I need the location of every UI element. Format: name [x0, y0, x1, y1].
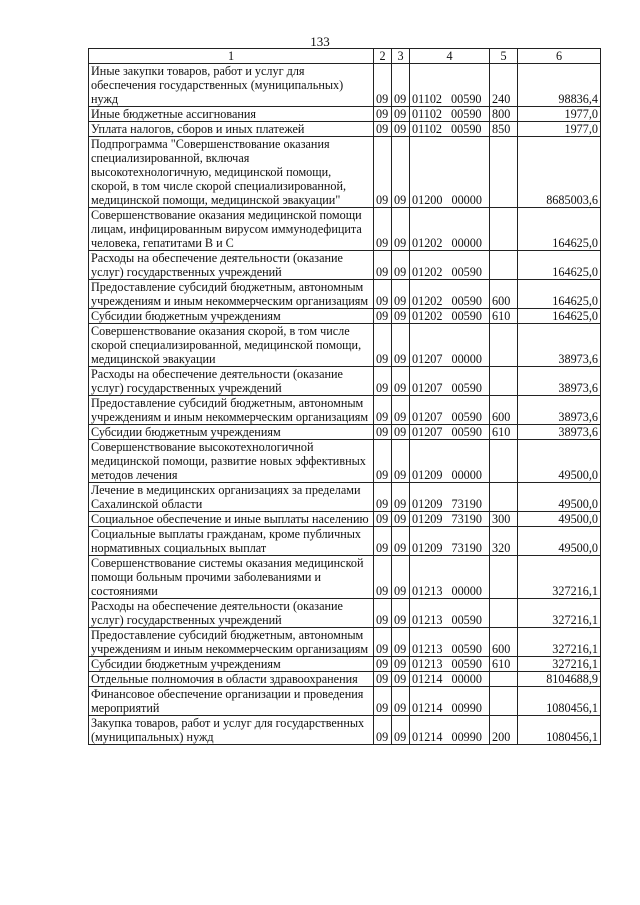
amount-cell: 164625,0 — [518, 280, 601, 309]
expense-type-cell: 610 — [490, 425, 518, 440]
row-name-cell: Совершенствование оказания медицинской помощи лицам, инфицированным вирусом иммунодефицита человека, гепатитами В и С — [89, 208, 374, 251]
subsection-code-cell: 09 — [392, 309, 410, 324]
target-article-part-b: 00590 — [451, 425, 482, 439]
table-row — [89, 527, 601, 556]
column-header-4: 4 — [410, 49, 490, 64]
subsection-code-cell: 09 — [392, 251, 410, 280]
table-row — [89, 208, 601, 251]
table-row — [89, 107, 601, 122]
row-name-cell: Иные закупки товаров, работ и услуг для обеспечения государственных (муниципальных) нужд — [89, 64, 374, 107]
row-name-cell: Предоставление субсидий бюджетным, автономным учреждениям и иным некоммерческим организациям — [89, 280, 374, 309]
subsection-code-cell: 09 — [392, 512, 410, 527]
expense-type-cell: 200 — [490, 716, 518, 745]
target-article-part-b: 00990 — [451, 701, 482, 715]
section-code-cell: 09 — [374, 251, 392, 280]
section-code-cell: 09 — [374, 324, 392, 367]
target-article-part-b: 00000 — [451, 193, 482, 207]
expense-type-cell — [490, 137, 518, 208]
amount-cell: 1080456,1 — [518, 716, 601, 745]
expense-type-cell — [490, 440, 518, 483]
section-code-cell: 09 — [374, 657, 392, 672]
target-article-part-b: 00590 — [451, 642, 482, 656]
target-article-part-a: 01207 — [412, 425, 443, 439]
target-article-cell — [410, 64, 490, 107]
target-article-cell — [410, 628, 490, 657]
target-article-cell — [410, 208, 490, 251]
row-name-cell: Совершенствование высокотехнологичной медицинской помощи, развитие новых эффективных методов лечения — [89, 440, 374, 483]
section-code-cell: 09 — [374, 556, 392, 599]
expense-type-cell: 240 — [490, 64, 518, 107]
section-code-cell: 09 — [374, 687, 392, 716]
expense-type-cell: 850 — [490, 122, 518, 137]
subsection-code-cell: 09 — [392, 64, 410, 107]
column-header-1: 1 — [89, 49, 374, 64]
target-article-cell — [410, 483, 490, 512]
target-article-part-b: 00000 — [451, 672, 482, 686]
expense-type-cell — [490, 367, 518, 396]
amount-cell: 38973,6 — [518, 367, 601, 396]
target-article-cell — [410, 367, 490, 396]
amount-cell: 49500,0 — [518, 483, 601, 512]
expense-type-cell — [490, 483, 518, 512]
row-name-cell: Субсидии бюджетным учреждениям — [89, 309, 374, 324]
table-body — [89, 64, 601, 745]
expense-type-cell: 320 — [490, 527, 518, 556]
target-article-part-b: 00590 — [451, 294, 482, 308]
target-article-cell — [410, 657, 490, 672]
section-code-cell: 09 — [374, 672, 392, 687]
target-article-part-b: 00590 — [451, 381, 482, 395]
expense-type-cell: 610 — [490, 657, 518, 672]
row-name-cell: Уплата налогов, сборов и иных платежей — [89, 122, 374, 137]
amount-cell: 49500,0 — [518, 512, 601, 527]
table-row — [89, 716, 601, 745]
target-article-cell — [410, 556, 490, 599]
row-name-cell: Субсидии бюджетным учреждениям — [89, 657, 374, 672]
target-article-part-a: 01102 — [412, 92, 443, 106]
target-article-cell — [410, 716, 490, 745]
subsection-code-cell: 09 — [392, 324, 410, 367]
subsection-code-cell: 09 — [392, 599, 410, 628]
amount-cell: 49500,0 — [518, 527, 601, 556]
target-article-part-b: 00590 — [451, 613, 482, 627]
expense-type-cell: 610 — [490, 309, 518, 324]
amount-cell: 327216,1 — [518, 599, 601, 628]
target-article-part-b: 00590 — [451, 122, 482, 136]
subsection-code-cell: 09 — [392, 556, 410, 599]
subsection-code-cell: 09 — [392, 122, 410, 137]
expense-type-cell — [490, 208, 518, 251]
subsection-code-cell: 09 — [392, 107, 410, 122]
target-article-cell — [410, 251, 490, 280]
row-name-cell: Иные бюджетные ассигнования — [89, 107, 374, 122]
amount-cell: 1080456,1 — [518, 687, 601, 716]
target-article-cell — [410, 512, 490, 527]
target-article-part-b: 00000 — [451, 352, 482, 366]
subsection-code-cell: 09 — [392, 716, 410, 745]
target-article-part-b: 00590 — [451, 410, 482, 424]
section-code-cell: 09 — [374, 425, 392, 440]
target-article-part-a: 01200 — [412, 193, 443, 207]
section-code-cell: 09 — [374, 280, 392, 309]
row-name-cell: Расходы на обеспечение деятельности (оказание услуг) государственных учреждений — [89, 251, 374, 280]
table-row — [89, 657, 601, 672]
section-code-cell: 09 — [374, 512, 392, 527]
subsection-code-cell: 09 — [392, 527, 410, 556]
expense-type-cell: 800 — [490, 107, 518, 122]
row-name-cell: Совершенствование системы оказания медицинской помощи больным прочими заболеваниями и состояниями — [89, 556, 374, 599]
table-row — [89, 122, 601, 137]
target-article-part-a: 01213 — [412, 657, 443, 671]
expense-type-cell: 600 — [490, 280, 518, 309]
target-article-part-a: 01207 — [412, 352, 443, 366]
expense-type-cell — [490, 599, 518, 628]
target-article-part-a: 01213 — [412, 642, 443, 656]
table-row — [89, 137, 601, 208]
expense-type-cell — [490, 556, 518, 599]
subsection-code-cell: 09 — [392, 657, 410, 672]
section-code-cell: 09 — [374, 628, 392, 657]
target-article-part-b: 73190 — [451, 541, 482, 555]
section-code-cell: 09 — [374, 137, 392, 208]
target-article-cell — [410, 527, 490, 556]
amount-cell: 8104688,9 — [518, 672, 601, 687]
column-header-6: 6 — [518, 49, 601, 64]
table-row — [89, 512, 601, 527]
subsection-code-cell: 09 — [392, 396, 410, 425]
target-article-part-b: 00000 — [451, 468, 482, 482]
table-row — [89, 396, 601, 425]
expense-type-cell — [490, 687, 518, 716]
target-article-cell — [410, 324, 490, 367]
section-code-cell: 09 — [374, 122, 392, 137]
target-article-part-a: 01214 — [412, 730, 443, 744]
row-name-cell: Совершенствование оказания скорой, в том числе скорой специализированной, медицинской помощи, медицинской эвакуации — [89, 324, 374, 367]
subsection-code-cell: 09 — [392, 628, 410, 657]
section-code-cell: 09 — [374, 396, 392, 425]
amount-cell: 327216,1 — [518, 556, 601, 599]
target-article-cell — [410, 280, 490, 309]
row-name-cell: Отдельные полномочия в области здравоохранения — [89, 672, 374, 687]
row-name-cell: Закупка товаров, работ и услуг для государственных (муниципальных) нужд — [89, 716, 374, 745]
target-article-part-b: 00990 — [451, 730, 482, 744]
header-row — [89, 49, 601, 64]
target-article-part-b: 00590 — [451, 309, 482, 323]
expense-type-cell — [490, 672, 518, 687]
target-article-cell — [410, 672, 490, 687]
row-name-cell: Лечение в медицинских организациях за пределами Сахалинской области — [89, 483, 374, 512]
amount-cell: 164625,0 — [518, 208, 601, 251]
target-article-part-a: 01209 — [412, 512, 443, 526]
target-article-cell — [410, 137, 490, 208]
expense-type-cell — [490, 324, 518, 367]
target-article-part-a: 01207 — [412, 410, 443, 424]
row-name-cell: Финансовое обеспечение организации и проведения мероприятий — [89, 687, 374, 716]
table-row — [89, 64, 601, 107]
target-article-cell — [410, 122, 490, 137]
table-row — [89, 367, 601, 396]
target-article-part-a: 01214 — [412, 672, 443, 686]
table-row — [89, 672, 601, 687]
target-article-part-a: 01213 — [412, 584, 443, 598]
target-article-cell — [410, 425, 490, 440]
table-row — [89, 280, 601, 309]
target-article-cell — [410, 599, 490, 628]
amount-cell: 1977,0 — [518, 122, 601, 137]
target-article-cell — [410, 107, 490, 122]
table-row — [89, 324, 601, 367]
table-row — [89, 599, 601, 628]
page-number: 133 — [310, 34, 330, 49]
target-article-part-a: 01102 — [412, 122, 443, 136]
amount-cell: 98836,4 — [518, 64, 601, 107]
target-article-part-b: 73190 — [451, 497, 482, 511]
table-row — [89, 425, 601, 440]
target-article-part-a: 01209 — [412, 468, 443, 482]
section-code-cell: 09 — [374, 483, 392, 512]
amount-cell: 327216,1 — [518, 628, 601, 657]
subsection-code-cell: 09 — [392, 280, 410, 309]
target-article-part-a: 01209 — [412, 497, 443, 511]
column-header-2: 2 — [374, 49, 392, 64]
target-article-part-a: 01102 — [412, 107, 443, 121]
row-name-cell: Подпрограмма "Совершенствование оказания специализированной, включая высокотехнологичную, медицинской помощи, скорой, в том числе скорой специализированной, медицинской помощи, медицинской эвакуации" — [89, 137, 374, 208]
expense-type-cell: 600 — [490, 396, 518, 425]
section-code-cell: 09 — [374, 64, 392, 107]
section-code-cell: 09 — [374, 107, 392, 122]
amount-cell: 38973,6 — [518, 396, 601, 425]
row-name-cell: Предоставление субсидий бюджетным, автономным учреждениям и иным некоммерческим организациям — [89, 628, 374, 657]
subsection-code-cell: 09 — [392, 367, 410, 396]
target-article-part-b: 00590 — [451, 657, 482, 671]
subsection-code-cell: 09 — [392, 137, 410, 208]
table-row — [89, 628, 601, 657]
section-code-cell: 09 — [374, 440, 392, 483]
target-article-cell — [410, 309, 490, 324]
subsection-code-cell: 09 — [392, 483, 410, 512]
expense-type-cell: 600 — [490, 628, 518, 657]
target-article-part-a: 01209 — [412, 541, 443, 555]
row-name-cell: Расходы на обеспечение деятельности (оказание услуг) государственных учреждений — [89, 367, 374, 396]
subsection-code-cell: 09 — [392, 208, 410, 251]
target-article-cell — [410, 396, 490, 425]
amount-cell: 164625,0 — [518, 251, 601, 280]
subsection-code-cell: 09 — [392, 672, 410, 687]
table-row — [89, 483, 601, 512]
row-name-cell: Социальное обеспечение и иные выплаты населению — [89, 512, 374, 527]
target-article-cell — [410, 687, 490, 716]
column-header-5: 5 — [490, 49, 518, 64]
row-name-cell: Субсидии бюджетным учреждениям — [89, 425, 374, 440]
table-row — [89, 251, 601, 280]
row-name-cell: Социальные выплаты гражданам, кроме публичных нормативных социальных выплат — [89, 527, 374, 556]
target-article-part-b: 00590 — [451, 92, 482, 106]
subsection-code-cell: 09 — [392, 687, 410, 716]
table-row — [89, 440, 601, 483]
target-article-part-a: 01214 — [412, 701, 443, 715]
expense-type-cell — [490, 251, 518, 280]
target-article-part-a: 01202 — [412, 309, 443, 323]
target-article-part-b: 00000 — [451, 236, 482, 250]
amount-cell: 8685003,6 — [518, 137, 601, 208]
section-code-cell: 09 — [374, 208, 392, 251]
budget-table — [88, 48, 601, 745]
column-header-3: 3 — [392, 49, 410, 64]
amount-cell: 1977,0 — [518, 107, 601, 122]
subsection-code-cell: 09 — [392, 440, 410, 483]
table-row — [89, 309, 601, 324]
target-article-part-b: 73190 — [451, 512, 482, 526]
table-row — [89, 556, 601, 599]
target-article-part-a: 01202 — [412, 236, 443, 250]
amount-cell: 164625,0 — [518, 309, 601, 324]
amount-cell: 38973,6 — [518, 425, 601, 440]
section-code-cell: 09 — [374, 527, 392, 556]
amount-cell: 38973,6 — [518, 324, 601, 367]
target-article-part-b: 00590 — [451, 107, 482, 121]
target-article-part-a: 01207 — [412, 381, 443, 395]
target-article-part-b: 00590 — [451, 265, 482, 279]
section-code-cell: 09 — [374, 309, 392, 324]
section-code-cell: 09 — [374, 599, 392, 628]
table-row — [89, 687, 601, 716]
amount-cell: 49500,0 — [518, 440, 601, 483]
target-article-cell — [410, 440, 490, 483]
target-article-part-a: 01202 — [412, 265, 443, 279]
section-code-cell: 09 — [374, 716, 392, 745]
amount-cell: 327216,1 — [518, 657, 601, 672]
subsection-code-cell: 09 — [392, 425, 410, 440]
row-name-cell: Предоставление субсидий бюджетным, автономным учреждениям и иным некоммерческим организациям — [89, 396, 374, 425]
section-code-cell: 09 — [374, 367, 392, 396]
row-name-cell: Расходы на обеспечение деятельности (оказание услуг) государственных учреждений — [89, 599, 374, 628]
target-article-part-a: 01202 — [412, 294, 443, 308]
expense-type-cell: 300 — [490, 512, 518, 527]
target-article-part-a: 01213 — [412, 613, 443, 627]
target-article-part-b: 00000 — [451, 584, 482, 598]
